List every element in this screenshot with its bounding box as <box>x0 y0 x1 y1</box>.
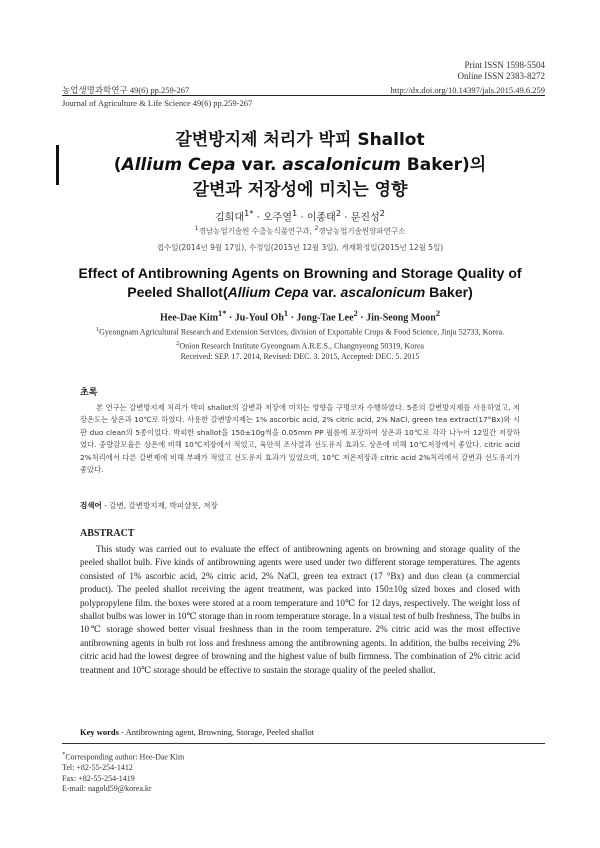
abstract-korean-body: 본 연구는 갈변방지제 처리가 박피 shallot의 갈변과 저장에 미치는 영향을 구명코자 수행하였다. 5종의 갈변방지제를 사용하였고, 저장온도는 상온과 10℃로 하였다. 사용한 갈변방지제는 1% ascorbic acid, 2% citric acid, 2% NaCl, green tea extract(17°Bx)와 시판 duo clean의 5종이었다. 박피한 shallot을 150±10g씩을 0.05mm PP 필름에 포장하여 상온과 10℃로 각각 나누어 12일간 저장하였다. 중량감모율은 상온에 비해 10℃저장에서 적었고, 육안적 조사결과 선도유지 효과도 상온에 비해 10℃저장에서 좋았다. citric acid 2%처리에서 다른 갈변제에 비해 부패가 적었고 선도유지 효과가 있었으며, 10℃ 저온저장과 citric acid 2%처리에서 갈변과 선도유지가 좋았다. <box>80 403 520 475</box>
footnote-email[interactable]: E-mail: nagold59@korea.kr <box>62 784 152 794</box>
issn-block <box>458 60 546 82</box>
title-en-line2: Peeled Shallot(Allium Cepa var. ascalonicum Baker) <box>127 284 473 300</box>
corresponding-author-footnote <box>62 750 184 795</box>
abstract-korean-heading: 초록 <box>80 388 98 398</box>
title-en-line1: Effect of Antibrowning Agents on Browning and Storage Quality of <box>78 265 522 281</box>
header-rule <box>62 95 545 96</box>
footnote-rule <box>62 743 545 744</box>
keywords-english: Key words - Antibrowning agent, Browning, Storage, Peeled shallot <box>80 727 314 737</box>
dates-korean: 접수일(2014년 9월 17일), 수정일(2015년 12월 3일), 게재확정일(2015년 12월 5일) <box>156 243 444 252</box>
authors-english: Hee-Dae Kim$^{1*}$ · Ju-Youl $Oh^1$ · Jong-Tae Lee$^2$ · Jin-Seong Moon$^2$ <box>160 309 440 324</box>
online-issn: Online ISSN 2383-8272 <box>457 71 545 81</box>
affiliation-2: $^2$Onion Research Institute Gyeongnam A.R.E.S., Changnyeong 50319, Korea <box>176 339 424 351</box>
footnote-tel: Tel: +82-55-254-1412 <box>62 763 133 773</box>
margin-marker-bar <box>56 145 59 185</box>
title-kr-line1: 갈변방지제 처리가 박피 Shallot <box>175 130 425 150</box>
title-kr-line3: 갈변과 저장성에 미치는 영향 <box>192 180 408 200</box>
keywords-korean: 검색어 - 갈변, 갈변방지제, 박피샬롯, 저장 <box>80 501 218 510</box>
affiliations-english <box>62 324 538 351</box>
abstract-english-heading: ABSTRACT <box>80 528 135 539</box>
journal-citation-kr: 농업생명과학연구 49(6) pp.259-267 <box>62 85 190 95</box>
journal-citation-en: Journal of Agriculture & Life Science 49(6) pp.259-267 <box>62 98 253 108</box>
affiliations-korean: $^1$경남농업기술원 수출농식품연구과, $^2$경남농업기술원양파연구소 <box>194 225 406 236</box>
title-english <box>62 264 538 302</box>
title-korean <box>62 128 538 203</box>
footnote-fax: Fax: +82-55-254-1419 <box>62 773 135 783</box>
abstract-english-body: This study was carried out to evaluate the effect of antibrowning agents on browning and storage quality of the peeled shallot bulb. Five kinds of antibrowning agents were used under two different storage temperatures. The agents consisted of 1% ascorbic acid, 2% citric acid, 2% NaCl, green tea extract (17 °Bx) and duo clean (a commercial product). The peeled shallot receiving the agent treatment, was packed into 150±10g sized boxes and closed with polypropylene film. the boxes were stored at a room temperature and 10℃ for 12 days, respectively. The weight loss of shallot bulbs was lower in 10℃ storage than in room temperature storage. In a visual test of bulb freshness, The bulbs in 10℃ storage showed better visual freshness than in the room temperature. 2% citric acid was the most effective antibrowning agents in bulb rot loss and freshness among the antibrowning agents. In addition, the bulbs receiving 2% citric acid had the lowest degree of browning and the highest value of bulb firmness. The combination of 2% citric acid treatment and 10℃ storage should be effective to sustain the storage quality of the peeled shallot. <box>80 544 520 675</box>
title-kr-line2: (Allium Cepa var. ascalonicum Baker)의 <box>113 155 487 175</box>
authors-korean: 김희대$^{1*}$ · 오주열$^1$ · 이종태$^2$ · 문진성$^2$ <box>215 208 385 224</box>
doi-link[interactable]: http://dx.doi.org/10.14397/jals.2015.49.6.259 <box>390 85 545 95</box>
dates-english: Received: SEP. 17. 2014, Revised: DEC. 3. 2015, Accepted: DEC. 5. 2015 <box>180 352 420 361</box>
print-issn: Print ISSN 1598-5504 <box>464 60 545 70</box>
footnote-author: *Corresponding author: Hee-Dae Kim <box>62 751 185 762</box>
affiliation-1: $^1$Gyeongnam Agricultural Research and Extension Services, division of Exportable Crops & Food Science, Jinju 52733, Korea. <box>95 326 505 337</box>
